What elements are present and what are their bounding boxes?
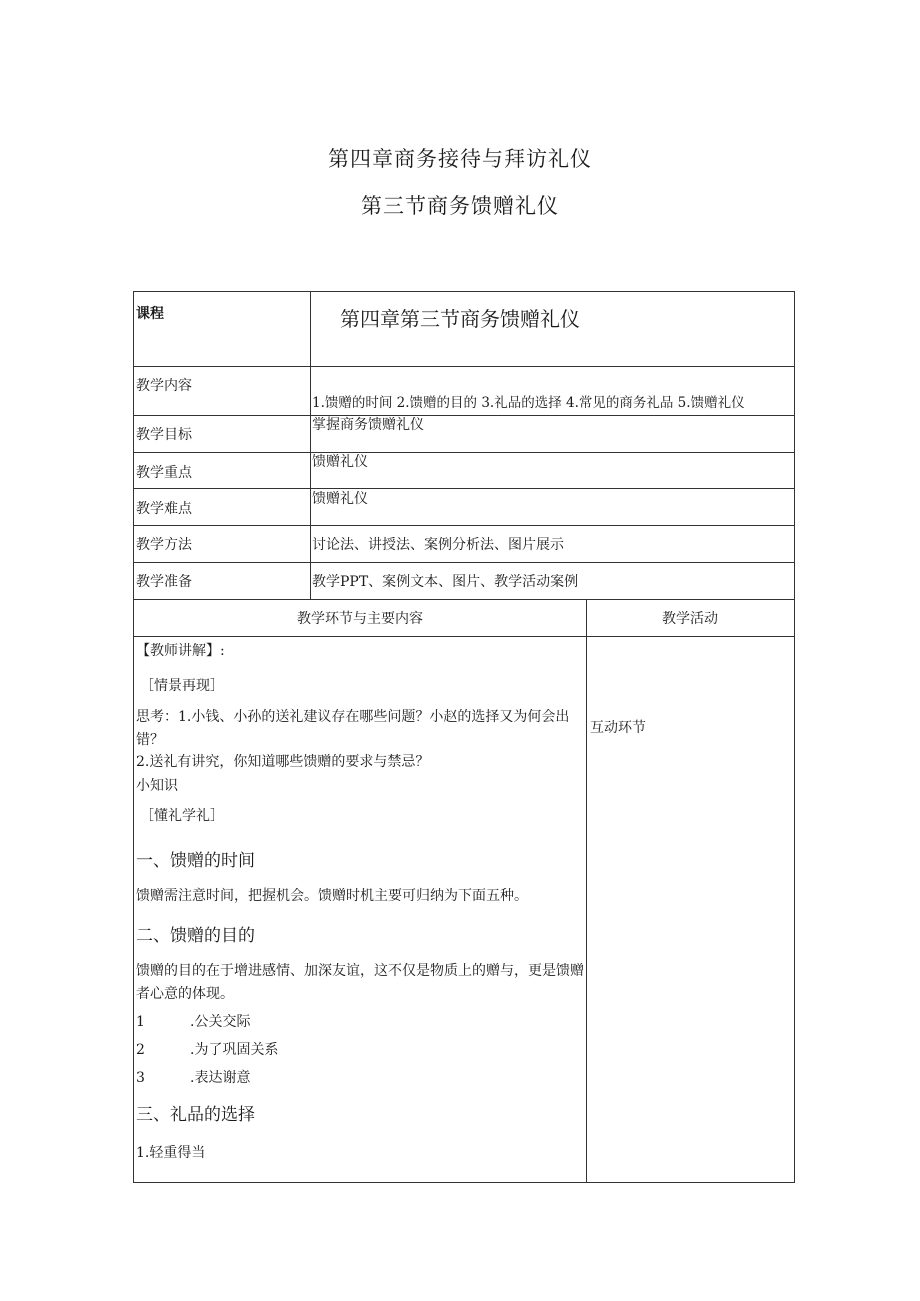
list-item-2-text: .为了巩固关系 xyxy=(190,1042,279,1058)
right-column-header: 教学活动 xyxy=(662,611,718,627)
row-divider xyxy=(134,415,794,416)
lesson-plan-table xyxy=(133,291,795,1183)
goal-value: 掌握商务馈赠礼仪 xyxy=(312,417,424,433)
prep-label: 教学准备 xyxy=(136,574,192,590)
list-item-3-text: .表达谢意 xyxy=(190,1070,251,1086)
key-label: 教学重点 xyxy=(136,465,192,481)
difficulty-label: 教学难点 xyxy=(136,501,192,517)
section-2-title: 二、馈赠的目的 xyxy=(136,926,255,946)
row-divider xyxy=(134,366,794,367)
difficulty-value: 馈赠礼仪 xyxy=(312,491,368,507)
course-label: 课程 xyxy=(136,306,164,322)
row-divider xyxy=(134,636,794,637)
list-item-3-num: 3 xyxy=(136,1070,145,1086)
list-item-1-num: 1 xyxy=(136,1014,145,1030)
chapter-title: 第四章商务接待与拜访礼仪 xyxy=(328,147,592,171)
section-title: 第三节商务馈赠礼仪 xyxy=(361,194,559,218)
section-1-title: 一、馈赠的时间 xyxy=(136,851,255,871)
section-3-title: 三、礼品的选择 xyxy=(136,1105,255,1125)
list-item-2-num: 2 xyxy=(136,1042,145,1058)
tip-label: 小知识 xyxy=(136,778,178,794)
think-question-2: 2.送礼有讲究，你知道哪些馈赠的要求与禁忌？ xyxy=(136,754,430,770)
prep-value: 教学PPT、案例文本、图片、教学活动案例 xyxy=(312,574,579,590)
goal-label: 教学目标 xyxy=(136,427,192,443)
row-divider xyxy=(134,525,794,526)
activity-interactive: 互动环节 xyxy=(590,720,646,736)
learn-heading: ［懂礼学礼］ xyxy=(140,808,224,824)
teacher-explain: 【教师讲解】: xyxy=(136,643,225,659)
left-column-header: 教学环节与主要内容 xyxy=(297,611,423,627)
method-value: 讨论法、讲授法、案例分析法、图片展示 xyxy=(312,537,564,553)
row-divider xyxy=(134,452,794,453)
content-label: 教学内容 xyxy=(136,378,192,394)
scene-heading: ［情景再现］ xyxy=(140,678,224,694)
row-divider xyxy=(134,562,794,563)
section-1-text: 馈赠需注意时间，把握机会。馈赠时机主要可归纳为下面五种。 xyxy=(136,888,528,904)
row-divider xyxy=(134,599,794,600)
section-3-item-1: 1.轻重得当 xyxy=(136,1145,206,1161)
column-divider xyxy=(310,292,311,599)
list-item-1-text: .公关交际 xyxy=(190,1014,251,1030)
column-divider xyxy=(586,599,587,1182)
section-2-text: 馈赠的目的在于增进感情、加深友谊，这不仅是物质上的赠与，更是馈赠者心意的体现。 xyxy=(136,963,584,1002)
content-value: 1.馈赠的时间 2.馈赠的目的 3.礼品的选择 4.常见的商务礼品 5.馈赠礼仪 xyxy=(312,395,745,411)
key-value: 馈赠礼仪 xyxy=(312,454,368,470)
course-value: 第四章第三节商务馈赠礼仪 xyxy=(340,307,580,331)
row-divider xyxy=(134,488,794,489)
think-question-1: 思考：1.小钱、小孙的送礼建议存在哪些问题？小赵的选择又为何会出错？ xyxy=(136,709,570,748)
method-label: 教学方法 xyxy=(136,537,192,553)
